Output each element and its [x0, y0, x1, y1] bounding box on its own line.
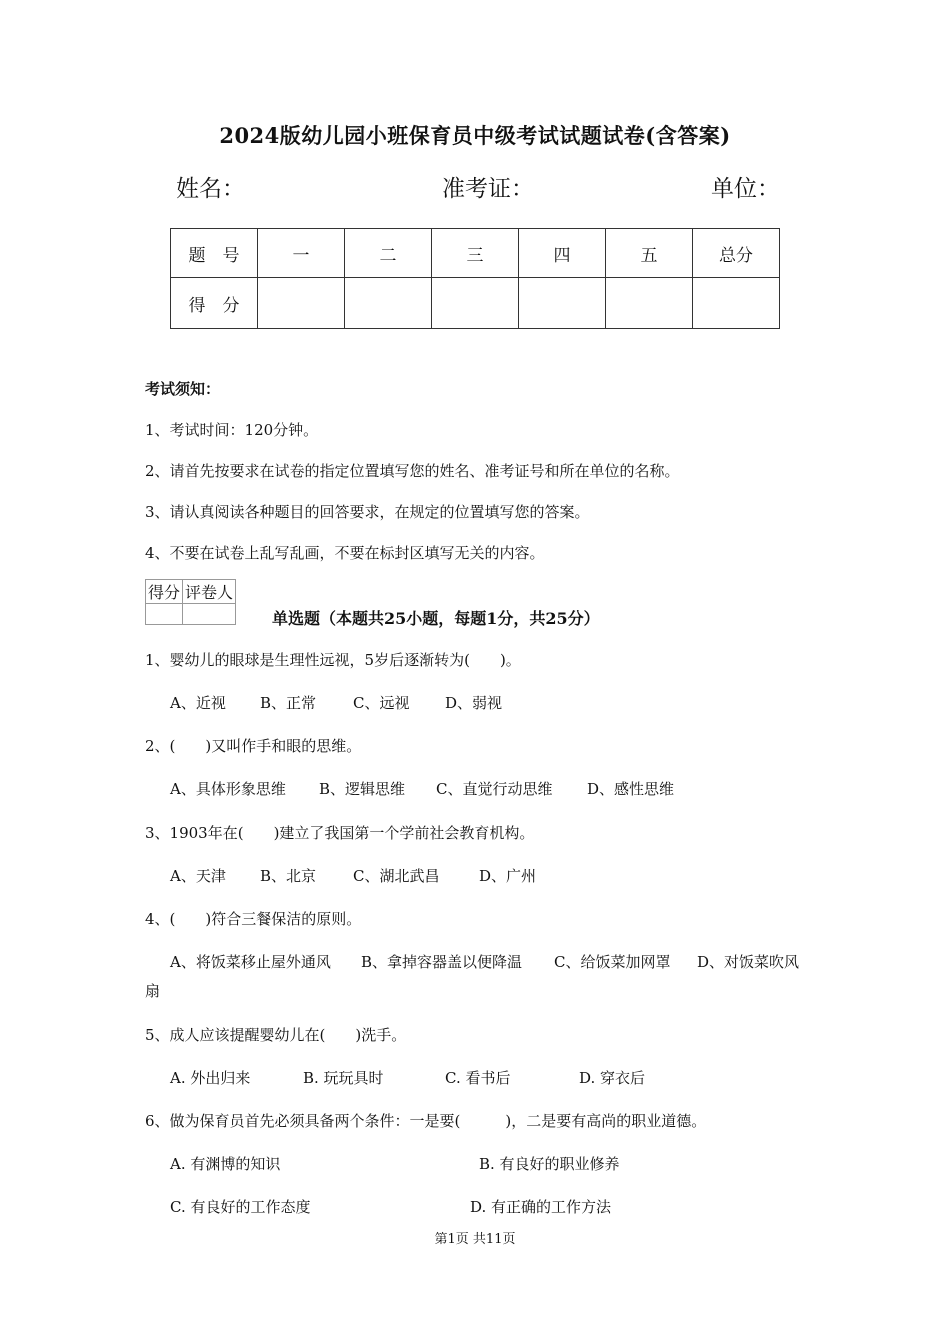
question-stem: 6、做为保育员首先必须具备两个条件：一是要( )，二是要有高尚的职业道德。	[145, 1112, 707, 1130]
note-item: 4、不要在试卷上乱写乱画，不要在标封区填写无关的内容。	[145, 544, 545, 562]
score-cell[interactable]	[432, 278, 519, 329]
score-cell[interactable]	[519, 278, 606, 329]
option-c: C、远视	[353, 694, 410, 712]
option-c: C、给饭菜加网罩	[554, 953, 671, 971]
option-a: A、近视	[170, 694, 226, 712]
score-row-label: 得 分	[171, 278, 258, 329]
score-header-cell: 总分	[693, 229, 780, 278]
grader-box	[145, 579, 236, 625]
grader-score-label: 得分	[146, 580, 183, 604]
score-header-cell: 三	[432, 229, 519, 278]
option-d: D. 穿衣后	[579, 1069, 646, 1087]
option-a: A、天津	[170, 867, 226, 885]
option-d: D、弱视	[445, 694, 503, 712]
score-header-cell: 五	[606, 229, 693, 278]
page-title: 2024版幼儿园小班保育员中级考试试题试卷(含答案)	[219, 123, 731, 148]
note-item: 1、考试时间：120分钟。	[145, 421, 319, 439]
score-header-cell: 题 号	[171, 229, 258, 278]
exam-id-field-label: 准考证：	[442, 176, 534, 202]
question-stem: 2、( )又叫作手和眼的思维。	[145, 737, 362, 755]
question-stem: 3、1903年在( )建立了我国第一个学前社会教育机构。	[145, 824, 535, 842]
score-cell[interactable]	[693, 278, 780, 329]
question-stem: 5、成人应该提醒婴幼儿在( )洗手。	[145, 1026, 407, 1044]
note-item: 3、请认真阅读各种题目的回答要求，在规定的位置填写您的答案。	[145, 503, 590, 521]
option-a: A. 外出归来	[170, 1069, 251, 1087]
score-header-cell: 四	[519, 229, 606, 278]
question-stem: 4、( )符合三餐保洁的原则。	[145, 910, 362, 928]
option-a: A、将饭菜移止屋外通风	[170, 953, 331, 971]
option-c: C. 看书后	[445, 1069, 511, 1087]
option-d: D. 有正确的工作方法	[470, 1198, 612, 1216]
unit-field-label: 单位：	[711, 176, 780, 202]
grader-score-cell[interactable]	[146, 604, 183, 625]
grader-name-label: 评卷人	[183, 580, 236, 604]
option-c: C. 有良好的工作态度	[170, 1198, 311, 1216]
score-table	[170, 228, 780, 329]
option-b: B、正常	[260, 694, 317, 712]
score-cell[interactable]	[606, 278, 693, 329]
question-stem: 1、婴幼儿的眼球是生理性远视，5岁后逐渐转为( )。	[145, 651, 521, 669]
notes-title: 考试须知：	[145, 380, 221, 398]
note-item: 2、请首先按要求在试卷的指定位置填写您的姓名、准考证号和所在单位的名称。	[145, 462, 680, 480]
option-d: D、感性思维	[587, 780, 675, 798]
score-header-cell: 一	[258, 229, 345, 278]
grader-name-cell[interactable]	[183, 604, 236, 625]
option-b: B、北京	[260, 867, 317, 885]
page-footer: 第1页 共11页	[434, 1232, 516, 1247]
score-cell[interactable]	[345, 278, 432, 329]
option-b: B. 有良好的职业修养	[479, 1155, 620, 1173]
option-b: B、拿掉容器盖以便降温	[361, 953, 523, 971]
option-a: A. 有渊博的知识	[170, 1155, 281, 1173]
section-title: 单选题（本题共25小题，每题1分，共25分）	[272, 609, 600, 628]
option-wrap: 扇	[145, 982, 161, 1000]
score-header-cell: 二	[345, 229, 432, 278]
option-b: B. 玩玩具时	[303, 1069, 384, 1087]
option-c: C、直觉行动思维	[436, 780, 553, 798]
option-c: C、湖北武昌	[353, 867, 440, 885]
option-d: D、对饭菜吹风	[697, 953, 800, 971]
option-b: B、逻辑思维	[319, 780, 406, 798]
name-field-label: 姓名：	[176, 176, 245, 202]
score-cell[interactable]	[258, 278, 345, 329]
option-d: D、广州	[479, 867, 537, 885]
option-a: A、具体形象思维	[170, 780, 286, 798]
